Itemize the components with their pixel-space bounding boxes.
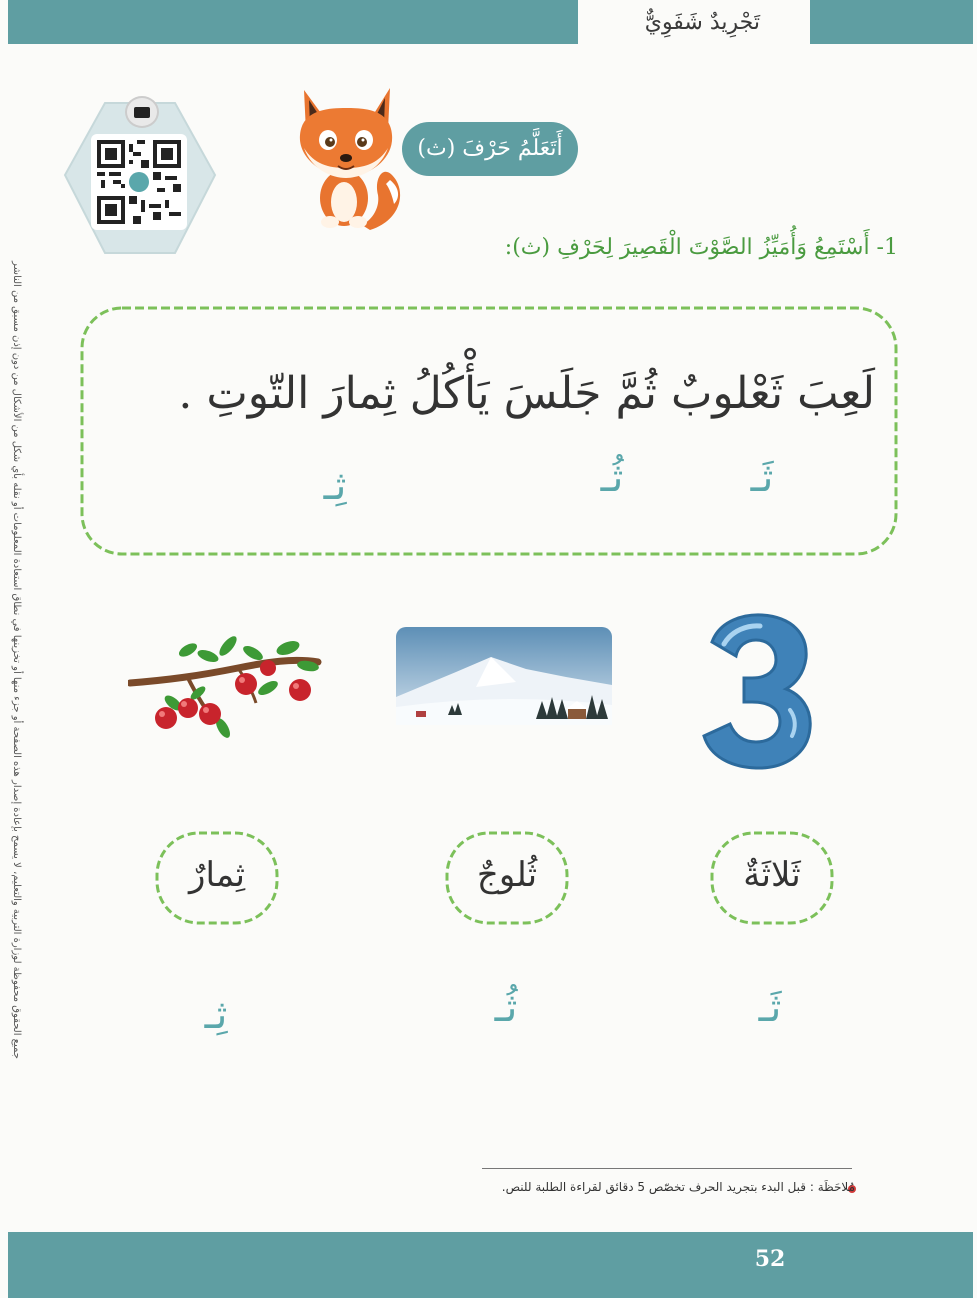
apple-branch-image	[128, 628, 324, 743]
word-thalatha: ثَلاثَةٌ	[743, 855, 801, 895]
fox-illustration	[282, 80, 407, 230]
number-three-image	[700, 612, 815, 770]
qr-code[interactable]	[91, 134, 187, 230]
word-letter-fatha: ثَـ	[758, 985, 782, 1031]
reading-sentence: لَعِبَ ثَعْلوبٌ ثُمَّ جَلَسَ يَأْكُلُ ثِمارَ التّوتِ .	[178, 368, 875, 419]
note-divider	[482, 1168, 852, 1169]
bottom-band	[8, 1232, 973, 1298]
qr-code-icon	[97, 140, 181, 224]
teacher-note: مُلاحَظَة : قبل البدء بتجريد الحرف تخصّص 5 دقائق لقراءة الطلبة للنص.	[501, 1180, 855, 1194]
sentence-letter-kasra: ثِـ	[323, 463, 347, 509]
snowy-landscape-image	[396, 627, 612, 725]
page-number: 52	[754, 1246, 786, 1272]
word-letter-kasra: ثِـ	[204, 992, 228, 1038]
sentence-letter-damma: ثُـ	[600, 455, 624, 501]
top-band	[8, 0, 973, 44]
word-thulooj: ثُلوجٌ	[476, 855, 538, 895]
word-letter-damma: ثُـ	[494, 985, 518, 1031]
sentence-frame	[74, 300, 904, 562]
lesson-pill: أَتَعَلَّمُ حَرْفَ (ث)	[402, 122, 578, 176]
instruction-text: 1- أَسْتَمِعُ وَأُمَيِّزُ الصَّوْتَ الْقَصِيرَ لِحَرْفِ (ث):	[504, 235, 898, 260]
copyright-side-text: جميع الحقوق محفوظة لوزارة التربية والتعليم، لا يسمح بإعادة إصدار هذه الصفحة أو جزء منها أو تخزينها في نطاق استعادة المعلومات أو نقله بأي شكل من الأشكال من دون إذن مسبق من الناشر	[11, 261, 22, 1059]
video-camera-icon[interactable]	[125, 96, 159, 128]
sentence-letter-fatha: ثَـ	[750, 455, 774, 501]
page-title: تَجْرِيدٌ شَفَوِيٌّ	[644, 10, 760, 35]
word-thimar: ثِمارٌ	[189, 855, 245, 895]
